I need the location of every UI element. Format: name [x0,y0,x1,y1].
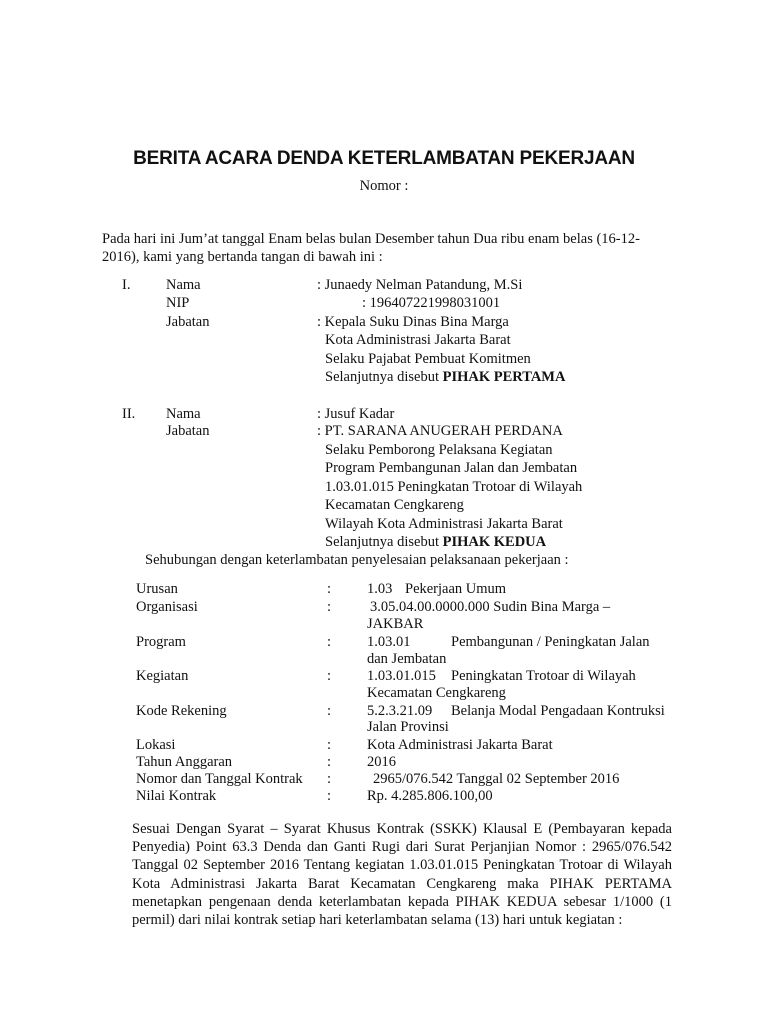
detail-label-kegiatan: Kegiatan [136,668,189,684]
detail-colon: : [327,771,332,787]
closing-paragraph: Sesuai Dengan Syarat – Syarat Khusus Kontrak (SSKK) Klausal E (Pembayaran kepada Penyedia) Point 63.3 Denda dan Ganti Rugi dari Surat Perjanjian Nomor : 2965/076.542 Tanggal 02 September 2016 Tentang kegiatan 1.03.01.015 Peningkatan Trotoar di Wilayah Kota Administrasi Jakarta Barat Kecamatan Cengkareng maka PIHAK PERTAMA menetapkan pengenaan denda keterlambatan kepada PIHAK KEDUA sebesar 1/1000 (1 permil) dari nilai kontrak setiap hari keterlambatan selama (13) hari untuk kegiatan : [132,821,672,929]
detail-colon: : [327,737,332,753]
sehubungan-line: Sehubungan dengan keterlambatan penyelesaian pelaksanaan pekerjaan : [145,552,569,568]
party-two-position-line: 1.03.01.015 Peningkatan Trotoar di Wilayah [325,479,583,495]
detail-urusan-code: 1.03 [367,581,393,597]
party-two-position-line: Kecamatan Cengkareng [325,497,464,513]
detail-label-tahun: Tahun Anggaran [136,754,233,770]
party-two-numeral: II. [122,406,136,422]
intro-paragraph: Pada hari ini Jum’at tanggal Enam belas bulan Desember tahun Dua ribu enam belas (16-12-2016), kami yang bertanda tangan di bawah ini : [102,231,640,265]
detail-colon: : [327,668,332,684]
detail-rekening-code: 5.2.3.21.09 [367,703,433,719]
party-two-position-line: : PT. SARANA ANUGERAH PERDANA [317,423,563,439]
party-one-designation-bold: PIHAK PERTAMA [442,369,566,385]
detail-rekening-text: Belanja Modal Pengadaan Kontruksi [451,703,665,719]
party-two-position-line: Selaku Pemborong Pelaksana Kegiatan [325,442,553,458]
party-one-position-line: Selaku Pajabat Pembuat Komitmen [325,351,531,367]
detail-colon: : [327,599,332,615]
detail-label-urusan: Urusan [136,581,178,597]
party-one-name-value: : Junaedy Nelman Patandung, M.Si [317,277,523,293]
party-one-name-label: Nama [166,277,201,293]
party-one-nip-value: : 196407221998031001 [362,295,501,311]
detail-label-lokasi: Lokasi [136,737,176,753]
detail-organisasi-text: 3.05.04.00.0000.000 Sudin Bina Marga – [370,599,611,615]
detail-kontrak-text: 2965/076.542 Tanggal 02 September 2016 [373,771,620,787]
document-title: BERITA ACARA DENDA KETERLAMBATAN PEKERJAAN [133,148,635,169]
party-two-position-label: Jabatan [166,423,210,439]
party-one-numeral: I. [122,277,131,293]
detail-program-code: 1.03.01 [367,634,411,650]
document-number: Nomor : [359,178,409,194]
detail-label-organisasi: Organisasi [136,599,198,615]
party-two-position-line: Program Pembangunan Jalan dan Jembatan [325,460,578,476]
detail-rekening-text: Jalan Provinsi [367,719,449,735]
detail-organisasi-text: JAKBAR [367,616,424,632]
party-two-designation [325,533,546,551]
party-one-position-line: Kota Administrasi Jakarta Barat [325,332,511,348]
detail-kegiatan-code: 1.03.01.015 [367,668,436,684]
detail-kegiatan-text: Peningkatan Trotoar di Wilayah [451,668,636,684]
party-two-name-value: : Jusuf Kadar [317,406,395,422]
detail-program-text: Pembangunan / Peningkatan Jalan [451,634,650,650]
party-two-designation-bold: PIHAK KEDUA [442,534,547,550]
detail-label-rekening: Kode Rekening [136,703,227,719]
detail-label-program: Program [136,634,186,650]
party-one-position-line: : Kepala Suku Dinas Bina Marga [317,314,509,330]
detail-lokasi-text: Kota Administrasi Jakarta Barat [367,737,553,753]
party-one-position-label: Jabatan [166,314,210,330]
detail-label-kontrak: Nomor dan Tanggal Kontrak [136,771,303,787]
detail-kegiatan-text: Kecamatan Cengkareng [367,685,506,701]
detail-colon: : [327,581,332,597]
detail-colon: : [327,703,332,719]
detail-colon: : [327,754,332,770]
detail-program-text: dan Jembatan [367,651,447,667]
detail-colon: : [327,634,332,650]
party-two-name-label: Nama [166,406,201,422]
detail-tahun-text: 2016 [367,754,396,770]
detail-label-nilai: Nilai Kontrak [136,788,217,804]
party-one-designation [325,368,565,386]
designation-prefix: Selanjutnya disebut [325,534,443,550]
detail-urusan-text: Pekerjaan Umum [405,581,507,597]
party-two-position-line: Wilayah Kota Administrasi Jakarta Barat [325,516,563,532]
detail-colon: : [327,788,332,804]
detail-nilai-text: Rp. 4.285.806.100,00 [367,788,493,804]
party-one-nip-label: NIP [166,295,190,311]
designation-prefix: Selanjutnya disebut [325,369,443,385]
